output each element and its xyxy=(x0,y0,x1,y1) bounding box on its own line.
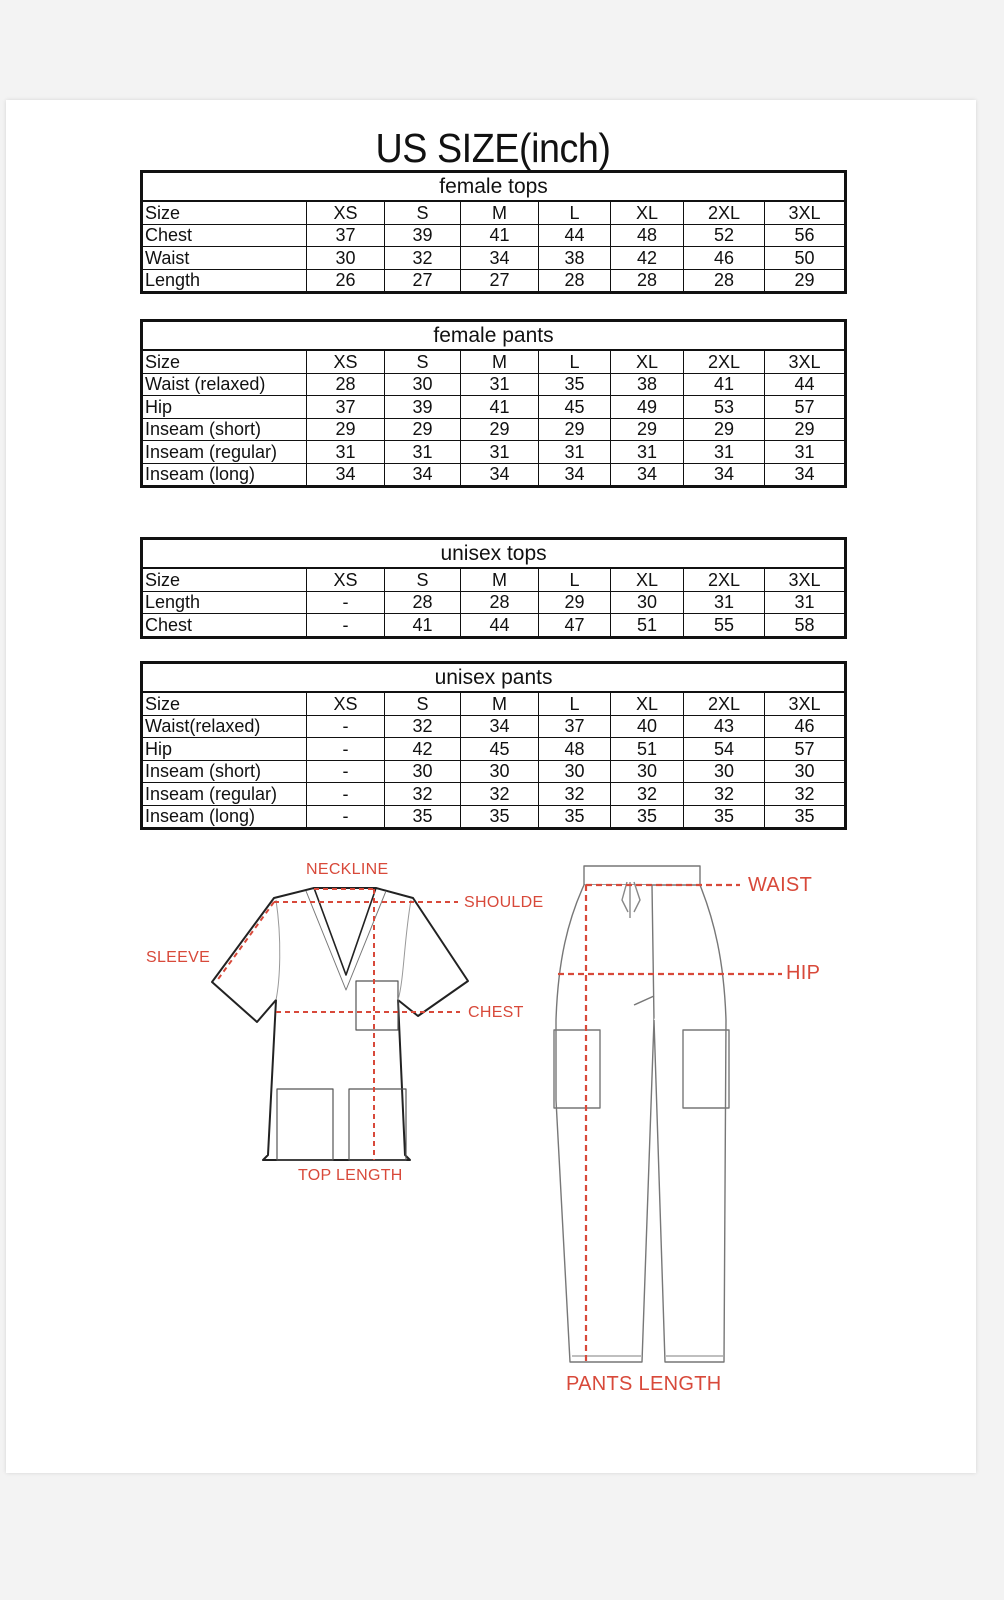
measurement-value: 28 xyxy=(611,269,684,293)
pants-length-label: PANTS LENGTH xyxy=(566,1373,722,1395)
right-leg xyxy=(654,885,726,1362)
measurement-value: - xyxy=(307,783,385,806)
shoulder-label: SHOULDE xyxy=(464,894,544,911)
measurement-value: 37 xyxy=(307,224,385,247)
measurement-value: 28 xyxy=(684,269,765,293)
measurement-value: 27 xyxy=(461,269,539,293)
measurement-value: 45 xyxy=(539,396,611,419)
measurement-label: Length xyxy=(142,269,307,293)
measurement-value: - xyxy=(307,591,385,614)
measurement-value: 31 xyxy=(461,441,539,464)
table-caption: unisex pants xyxy=(142,663,846,693)
measurement-value: 31 xyxy=(684,441,765,464)
size-header-cell: 2XL xyxy=(684,201,765,224)
measurement-label: Waist (relaxed) xyxy=(142,373,307,396)
measurement-value: 30 xyxy=(539,760,611,783)
measurement-value: 41 xyxy=(461,396,539,419)
measurement-label: Inseam (long) xyxy=(142,463,307,487)
size-header-cell: S xyxy=(385,201,461,224)
measurement-value: 53 xyxy=(684,396,765,419)
measurement-value: 30 xyxy=(385,760,461,783)
size-header-cell: L xyxy=(539,692,611,715)
size-row-label: Size xyxy=(142,350,307,373)
measurement-value: 32 xyxy=(611,783,684,806)
measurement-label: Hip xyxy=(142,738,307,761)
size-header-cell: S xyxy=(385,692,461,715)
neckline-label: NECKLINE xyxy=(306,861,389,878)
measurement-value: 27 xyxy=(385,269,461,293)
measurement-value: 34 xyxy=(461,247,539,270)
size-header-cell: XS xyxy=(307,568,385,591)
measurement-value: 31 xyxy=(385,441,461,464)
measurement-value: 31 xyxy=(765,441,846,464)
measurement-value: 29 xyxy=(765,269,846,293)
measurement-value: 28 xyxy=(385,591,461,614)
size-header-cell: M xyxy=(461,692,539,715)
measurement-value: 34 xyxy=(461,715,539,738)
measurement-value: 38 xyxy=(611,373,684,396)
size-header-cell: L xyxy=(539,201,611,224)
size-row-label: Size xyxy=(142,568,307,591)
measurement-value: 30 xyxy=(461,760,539,783)
left-leg xyxy=(556,885,654,1362)
measurement-value: 29 xyxy=(307,418,385,441)
measurement-value: 35 xyxy=(684,805,765,829)
measurement-value: 38 xyxy=(539,247,611,270)
measurement-value: 30 xyxy=(307,247,385,270)
measurement-value: 44 xyxy=(461,614,539,638)
measurement-value: - xyxy=(307,614,385,638)
sleeve-label: SLEEVE xyxy=(146,949,211,966)
measurement-label: Hip xyxy=(142,396,307,419)
measurement-value: 51 xyxy=(611,614,684,638)
measurement-value: 28 xyxy=(461,591,539,614)
waistband xyxy=(584,866,700,885)
top-length-label: TOP LENGTH xyxy=(298,1167,403,1184)
measurement-value: 30 xyxy=(684,760,765,783)
measurement-value: 28 xyxy=(539,269,611,293)
measurement-value: 50 xyxy=(765,247,846,270)
measurement-value: 30 xyxy=(611,591,684,614)
measurement-value: 34 xyxy=(684,463,765,487)
measurement-value: 44 xyxy=(539,224,611,247)
measurement-value: 56 xyxy=(765,224,846,247)
measurement-value: 31 xyxy=(461,373,539,396)
measurement-label: Waist xyxy=(142,247,307,270)
measurement-value: 46 xyxy=(765,715,846,738)
measurement-value: 32 xyxy=(539,783,611,806)
measurement-value: 30 xyxy=(611,760,684,783)
measurement-value: 47 xyxy=(539,614,611,638)
size-header-cell: M xyxy=(461,350,539,373)
size-header-cell: M xyxy=(461,201,539,224)
measurement-value: 55 xyxy=(684,614,765,638)
measurement-value: 29 xyxy=(461,418,539,441)
size-header-cell: L xyxy=(539,350,611,373)
table-caption: unisex tops xyxy=(142,539,846,569)
size-header-cell: 2XL xyxy=(684,350,765,373)
measurement-value: 43 xyxy=(684,715,765,738)
page-title: US SIZE(inch) xyxy=(375,125,611,171)
size-header-cell: M xyxy=(461,568,539,591)
measurement-value: 48 xyxy=(611,224,684,247)
waist-label: WAIST xyxy=(748,874,813,896)
measurement-value: 57 xyxy=(765,396,846,419)
measurement-value: 58 xyxy=(765,614,846,638)
measurement-label: Chest xyxy=(142,614,307,638)
size-header-cell: XL xyxy=(611,201,684,224)
measurement-value: 42 xyxy=(611,247,684,270)
measurement-value: 41 xyxy=(684,373,765,396)
size-header-cell: 3XL xyxy=(765,201,846,224)
measurement-value: - xyxy=(307,760,385,783)
measurement-value: 35 xyxy=(539,805,611,829)
measurement-value: 32 xyxy=(684,783,765,806)
size-header-cell: 2XL xyxy=(684,568,765,591)
measurement-value: 29 xyxy=(539,418,611,441)
measurement-value: 34 xyxy=(539,463,611,487)
measurement-label: Inseam (long) xyxy=(142,805,307,829)
measurement-value: 29 xyxy=(611,418,684,441)
size-header-cell: 2XL xyxy=(684,692,765,715)
size-header-cell: XL xyxy=(611,350,684,373)
measurement-value: - xyxy=(307,738,385,761)
measurement-value: 34 xyxy=(765,463,846,487)
chest-label: CHEST xyxy=(468,1004,524,1021)
measurement-value: 37 xyxy=(307,396,385,419)
measurement-value: 26 xyxy=(307,269,385,293)
measurement-value: 41 xyxy=(461,224,539,247)
size-header-cell: 3XL xyxy=(765,692,846,715)
measurement-value: 54 xyxy=(684,738,765,761)
measurement-value: 39 xyxy=(385,224,461,247)
size-header-cell: XS xyxy=(307,201,385,224)
measurement-value: 34 xyxy=(307,463,385,487)
measurement-value: 31 xyxy=(611,441,684,464)
size-header-cell: L xyxy=(539,568,611,591)
size-header-cell: 3XL xyxy=(765,350,846,373)
measurement-value: 40 xyxy=(611,715,684,738)
measurement-value: 48 xyxy=(539,738,611,761)
measurement-label: Inseam (regular) xyxy=(142,783,307,806)
measurement-label: Inseam (regular) xyxy=(142,441,307,464)
measurement-value: 28 xyxy=(307,373,385,396)
measurement-value: - xyxy=(307,715,385,738)
size-row-label: Size xyxy=(142,692,307,715)
measurement-value: 31 xyxy=(539,441,611,464)
size-header-cell: S xyxy=(385,350,461,373)
measurement-label: Waist(relaxed) xyxy=(142,715,307,738)
measurement-value: 35 xyxy=(539,373,611,396)
size-header-cell: XL xyxy=(611,692,684,715)
measurement-value: 35 xyxy=(385,805,461,829)
measurement-value: 32 xyxy=(461,783,539,806)
measurement-label: Length xyxy=(142,591,307,614)
measurement-label: Inseam (short) xyxy=(142,760,307,783)
measurement-value: 34 xyxy=(461,463,539,487)
measurement-value: 42 xyxy=(385,738,461,761)
measurement-value: 31 xyxy=(765,591,846,614)
size-header-cell: S xyxy=(385,568,461,591)
measurement-value: 41 xyxy=(385,614,461,638)
table-caption: female tops xyxy=(142,172,846,202)
hip-label: HIP xyxy=(786,962,821,984)
measurement-label: Chest xyxy=(142,224,307,247)
measurement-value: 44 xyxy=(765,373,846,396)
measurement-value: 31 xyxy=(684,591,765,614)
size-header-cell: XS xyxy=(307,692,385,715)
measurement-value: 35 xyxy=(611,805,684,829)
measurement-value: 30 xyxy=(765,760,846,783)
measurement-value: 34 xyxy=(385,463,461,487)
measurement-value: 29 xyxy=(765,418,846,441)
measurement-value: 32 xyxy=(385,247,461,270)
measurement-value: 37 xyxy=(539,715,611,738)
size-header-cell: 3XL xyxy=(765,568,846,591)
measurement-value: 31 xyxy=(307,441,385,464)
measurement-value: 39 xyxy=(385,396,461,419)
measurement-value: 32 xyxy=(385,715,461,738)
size-row-label: Size xyxy=(142,201,307,224)
table-caption: female pants xyxy=(142,321,846,351)
measurement-value: 46 xyxy=(684,247,765,270)
measurement-value: 35 xyxy=(461,805,539,829)
measurement-label: Inseam (short) xyxy=(142,418,307,441)
measurement-value: 32 xyxy=(765,783,846,806)
measurement-value: 52 xyxy=(684,224,765,247)
measurement-value: 29 xyxy=(385,418,461,441)
pants-outline xyxy=(554,866,729,1362)
size-header-cell: XS xyxy=(307,350,385,373)
measurement-value: 49 xyxy=(611,396,684,419)
measurement-value: 29 xyxy=(684,418,765,441)
measurement-value: - xyxy=(307,805,385,829)
measurement-value: 35 xyxy=(765,805,846,829)
measurement-value: 57 xyxy=(765,738,846,761)
measurement-value: 29 xyxy=(539,591,611,614)
measurement-value: 34 xyxy=(611,463,684,487)
measurement-value: 30 xyxy=(385,373,461,396)
size-header-cell: XL xyxy=(611,568,684,591)
measurement-value: 32 xyxy=(385,783,461,806)
measurement-value: 45 xyxy=(461,738,539,761)
measurement-value: 51 xyxy=(611,738,684,761)
